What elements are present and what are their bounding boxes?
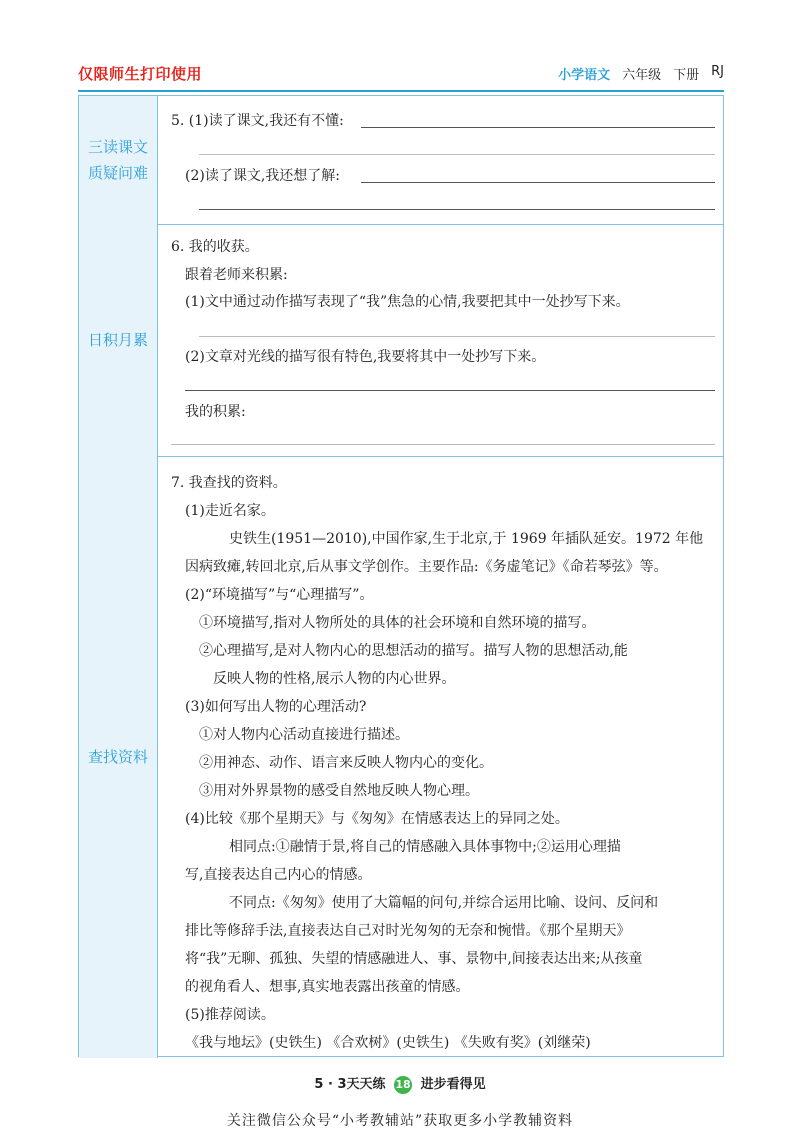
paragraph-line: 因病致瘫,转回北京,后从事文学创作。主要作品:《务虚笔记》《命若琴弦》等。 — [185, 559, 668, 575]
footer-slogan: 进步看得见 — [420, 1077, 486, 1092]
page-footer — [0, 1073, 800, 1094]
section-research — [79, 456, 723, 1058]
answer-line[interactable] — [185, 390, 715, 391]
question-6: 6. 我的收获。 — [171, 239, 259, 255]
item-heading: (1)走近名家。 — [185, 503, 275, 519]
paragraph-line: 写,直接表达自己内心的情感。 — [185, 867, 372, 883]
follow-teacher-text: 跟着老师来积累: — [185, 267, 288, 283]
answer-line[interactable] — [171, 444, 715, 445]
volume-label: 下册 — [673, 68, 700, 83]
answer-line[interactable] — [199, 154, 715, 155]
edition-label: RJ — [711, 64, 724, 79]
paragraph-line: 将“我”无聊、孤独、失望的情感融进人、事、景物中,间接表达出来;从孩童 — [185, 951, 643, 967]
grade-label: 六年级 — [622, 68, 662, 83]
question-6-1: (1)文中通过动作描写表现了“我”焦急的心情,我要把其中一处抄写下来。 — [185, 294, 630, 310]
paragraph-line: ②心理描写,是对人物内心的思想活动的描写。描写人物的思想活动,能 — [199, 643, 628, 659]
subject-label: 小学语文 — [558, 68, 611, 83]
page-number-badge: 18 — [394, 1076, 412, 1094]
bottom-note: 关注微信公众号“小考教辅站”获取更多小学教辅资料 — [226, 1113, 574, 1129]
print-restriction-label: 仅限师生打印使用 — [78, 65, 203, 83]
paragraph-line: 不同点:《匆匆》使用了大篇幅的问句,并综合运用比喻、设问、反问和 — [229, 895, 659, 911]
paragraph-line: 的视角看人、想事,真实地表露出孩童的情感。 — [185, 979, 470, 995]
item-heading: (3)如何写出人物的心理活动? — [185, 699, 367, 715]
book-info — [558, 64, 724, 83]
paragraph-line: ①对人物内心活动直接进行描述。 — [199, 727, 409, 743]
worksheet-table — [78, 95, 724, 1057]
paragraph-line: 排比等修辞手法,直接表达自己对时光匆匆的无奈和惋惜。《那个星期天》 — [185, 923, 631, 939]
question-5-2: (2)读了课文,我还想了解: — [185, 168, 340, 184]
paragraph-line: 史铁生(1951—2010),中国作家,生于北京,于 1969 年插队延安。1972 年他 — [229, 531, 704, 547]
paragraph-line: 反映人物的性格,展示人物的内心世界。 — [213, 671, 456, 687]
section-accumulation — [79, 224, 723, 457]
paragraph-line: ①环境描写,指对人物所处的具体的社会环境和自然环境的描写。 — [199, 615, 596, 631]
header-divider — [78, 90, 724, 92]
section-label-accumulation: 日积月累 — [79, 224, 158, 456]
item-heading: (2)“环境描写”与“心理描写”。 — [185, 587, 374, 603]
section-questioning — [79, 96, 723, 225]
question-5-1: 5. (1)读了课文,我还有不懂: — [171, 113, 344, 129]
question-7: 7. 我查找的资料。 — [171, 475, 287, 491]
paragraph-line: ③用对外界景物的感受自然地反映人物心理。 — [199, 783, 479, 799]
section-label-questioning: 三读课文 质疑问难 — [79, 96, 158, 224]
item-heading: (5)推荐阅读。 — [185, 1007, 275, 1023]
footer-brand: 5 · 3天天练 — [314, 1077, 386, 1092]
answer-line[interactable] — [199, 336, 715, 337]
item-heading: (4)比较《那个星期天》与《匆匆》在情感表达上的异同之处。 — [185, 811, 569, 827]
recommended-books: 《我与地坛》(史铁生) 《合欢树》(史铁生) 《失败有奖》(刘继荣) — [185, 1035, 591, 1051]
answer-line[interactable] — [199, 209, 715, 210]
answer-line[interactable] — [361, 127, 715, 128]
question-6-2: (2)文章对光线的描写很有特色,我要将其中一处抄写下来。 — [185, 349, 546, 365]
my-accumulation-label: 我的积累: — [185, 404, 246, 420]
paragraph-line: 相同点:①融情于景,将自己的情感融入具体事物中;②运用心理描 — [229, 839, 621, 855]
answer-line[interactable] — [361, 182, 715, 183]
paragraph-line: ②用神态、动作、语言来反映人物内心的变化。 — [199, 755, 493, 771]
section-label-research: 查找资料 — [79, 456, 158, 1058]
